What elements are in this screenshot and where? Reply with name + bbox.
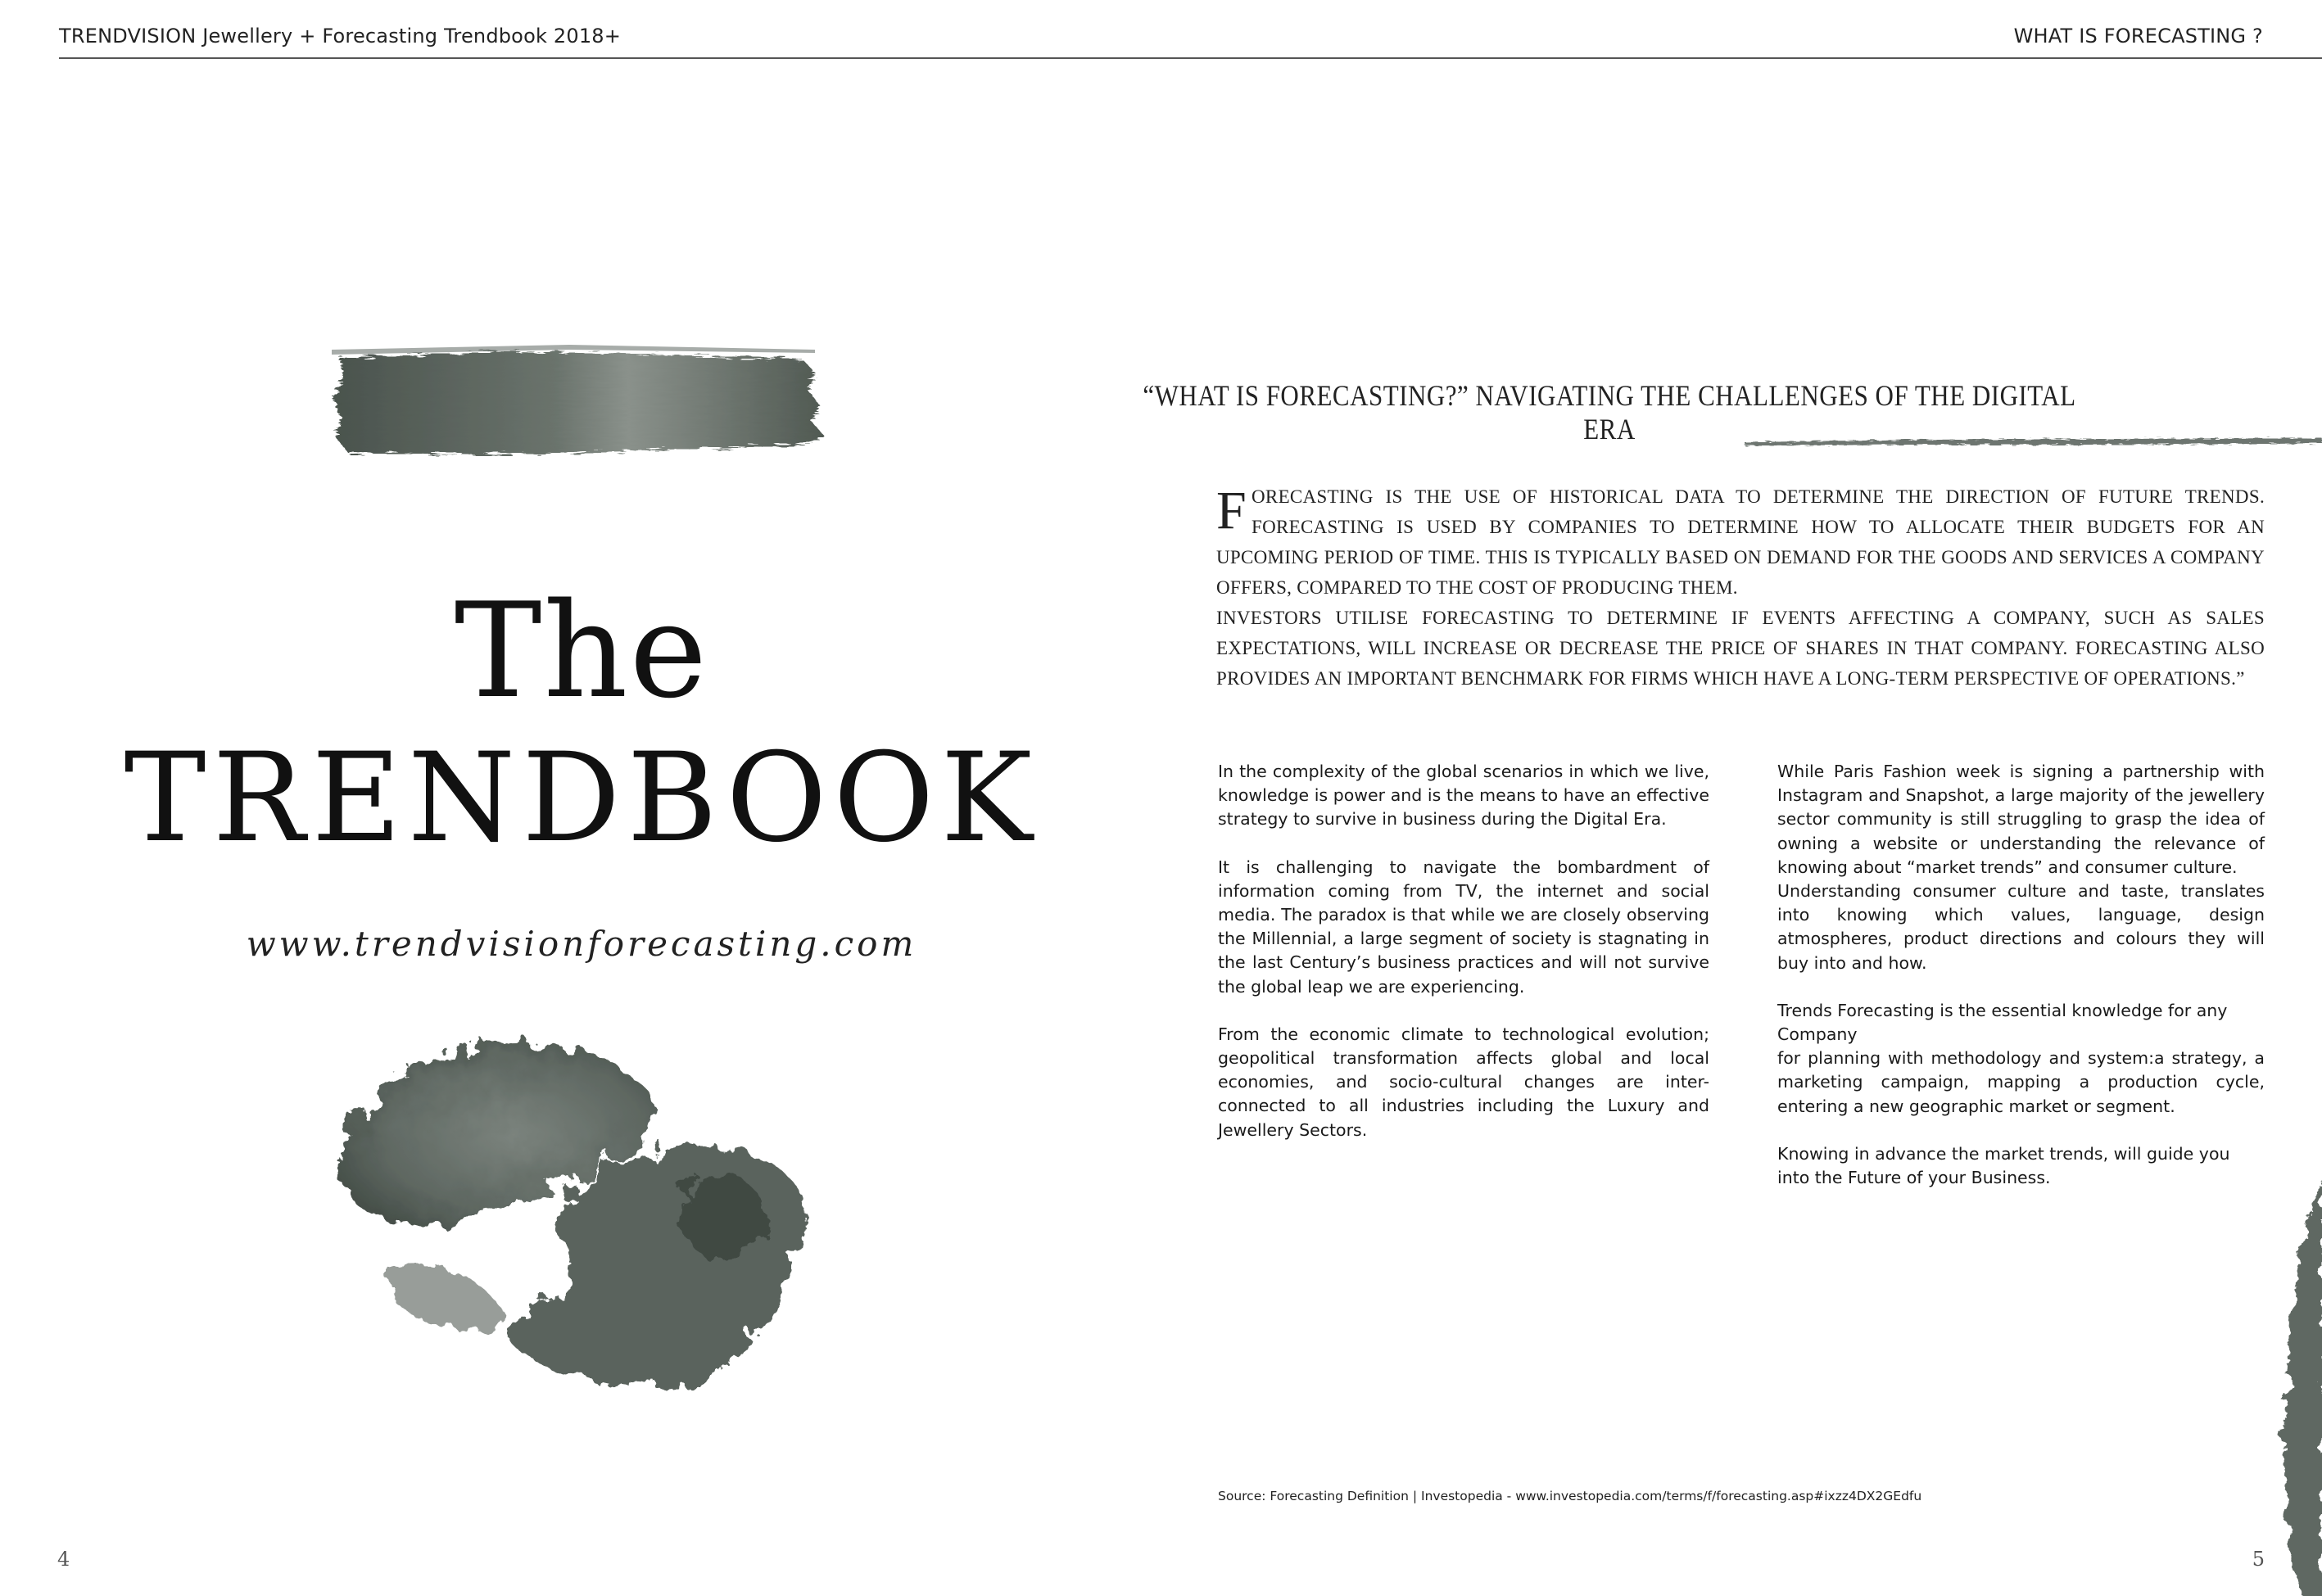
body-paragraph: for planning with methodology and system:a strategy, a marketing campaign, mapping a production cycle, entering a new geographic market or segment.: [1777, 1048, 2265, 1116]
body-paragraph: In the complexity of the global scenarios in which we live, knowledge is power and is the means to have an effective strategy to survive in business during the Digital Era.: [1218, 762, 1709, 830]
title-line-trendbook: TRENDBOOK: [124, 727, 1039, 870]
running-header-left: TRENDVISION Jewellery + Forecasting Trendbook 2018+: [59, 25, 622, 47]
running-header-right: WHAT IS FORECASTING ?: [2013, 25, 2263, 47]
body-paragraph: From the economic climate to technological evolution; geopolitical transformation affects global and local economies, and socio-cultural changes are inter-connected to all industries including the Luxury and Jewellery Sectors.: [1218, 1024, 1709, 1140]
page-number-left: 4: [57, 1548, 70, 1571]
header-divider: [59, 57, 2322, 59]
heading-brush-underline: [1745, 432, 2322, 452]
brush-stroke-image: [324, 340, 840, 471]
body-paragraph: It is challenging to navigate the bombardment of information coming from TV, the internet and social media. The paradox is that while we are closely observing the Millennial, a large segment of society is stagnating in the last Century’s business practices and will not survive the global leap we are experiencing.: [1218, 857, 1709, 997]
body-paragraph: Knowing in advance the market trends, will guide you into the Future of your Business.: [1777, 1143, 2230, 1188]
ink-blot-image: [315, 1024, 856, 1408]
title-line-the: The: [454, 574, 709, 727]
source-citation: Source: Forecasting Definition | Investopedia - www.investopedia.com/terms/f/forecasting.asp#ixzz4DX2GEdfu: [1218, 1489, 1922, 1503]
body-paragraph: Understanding consumer culture and taste, translates into knowing which values, language, design atmospheres, product directions and colours they will buy into and how.: [1777, 881, 2265, 973]
body-paragraph: While Paris Fashion week is signing a partnership with Instagram and Snapshot, a large majority of the jewellery sector community is still struggling to grasp the idea of owning a website or understanding the relevance of knowing about “market trends” and consumer culture.: [1777, 762, 2265, 877]
quote-paragraph-2: INVESTORS UTILISE FORECASTING TO DETERMINE IF EVENTS AFFECTING A COMPANY, SUCH AS SALES EXPECTATIONS, WILL INCREASE OR DECREASE THE PRICE OF SHARES IN THAT COMPANY. FORECASTING ALSO PROVIDES AN IMPORTANT BENCHMARK FOR FIRMS WHICH HAVE A LONG-TERM PERSPECTIVE OF OPERATIONS.”: [1216, 608, 2265, 689]
section-heading: “WHAT IS FORECASTING?” NAVIGATING THE CHALLENGES OF THE DIGITAL ERA: [1143, 378, 2076, 446]
page-number-right: 5: [2252, 1548, 2265, 1571]
ink-edge-image: [2269, 1179, 2322, 1596]
quote-paragraph-1: ORECASTING IS THE USE OF HISTORICAL DATA TO DETERMINE THE DIRECTION OF FUTURE TRENDS. FORECASTING IS USED BY COMPANIES TO DETERMINE HOW TO ALLOCATE THEIR BUDGETS FOR AN UPCOMING PERIOD OF TIME. THIS IS TYPICALLY BASED ON DEMAND FOR THE GOODS AND SERVICES A COMPANY OFFERS, COMPARED TO THE COST OF PRODUCING THEM.: [1216, 486, 2265, 598]
drop-cap: F: [1216, 481, 1247, 540]
forecasting-definition-quote: [1216, 482, 2265, 603]
body-paragraph: Trends Forecasting is the essential knowledge for any Company: [1777, 1000, 2228, 1045]
body-column-right: [1777, 760, 2265, 1214]
website-url: www.trendvisionforecasting.com: [246, 924, 917, 964]
body-column-left: [1218, 760, 1709, 1166]
